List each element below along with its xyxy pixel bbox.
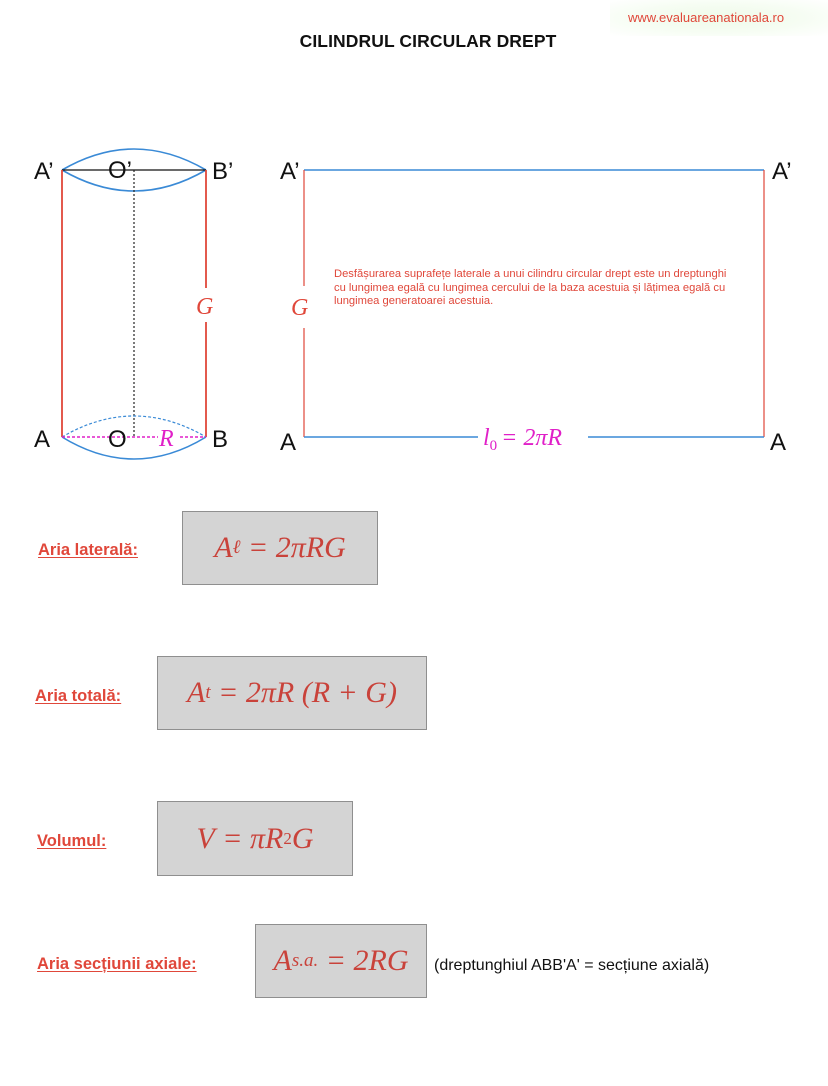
total-area-formula: [157, 656, 427, 730]
axial-section-subscript: s.a.: [291, 950, 319, 971]
label-a: A: [34, 426, 51, 453]
bottom-base-front-arc: [62, 437, 206, 459]
volume-symbol: V: [196, 821, 215, 855]
label-o-prime: O’: [108, 157, 132, 184]
label-rect-a-prime-left: A’: [280, 158, 300, 185]
watermark-text: www.evaluareanationala.ro: [628, 10, 785, 25]
label-radius: R: [159, 426, 174, 452]
total-area-label: Aria totală:: [35, 687, 122, 705]
label-rect-a-left: A: [280, 429, 297, 456]
label-b: B: [212, 426, 229, 453]
label-b-prime: B’: [212, 158, 234, 185]
length-formula: [483, 425, 562, 454]
label-rect-a-prime-right: A’: [772, 158, 792, 185]
axial-section-symbol: A: [273, 944, 292, 977]
axial-section-area-label: Aria secțiunii axiale:: [37, 955, 197, 973]
total-area-symbol: A: [187, 676, 206, 709]
development-description: Desfășurarea suprafețe laterale a unui cilindru circular drept este un dreptunghi cu lungimea egală cu lungimea cercului de la baza acestuia și lățimea egală cu lungimea generatoarei acestuia.: [334, 268, 727, 307]
length-rhs: = 2πR: [501, 425, 563, 451]
label-rect-a-right: A: [770, 429, 787, 456]
axial-section-rhs: = 2RG: [325, 944, 409, 977]
geometry-figures: [0, 0, 828, 500]
lateral-area-rhs: = 2πRG: [247, 531, 346, 564]
label-rect-height: G: [291, 295, 309, 321]
cylinder-diagram: [34, 149, 233, 459]
total-area-rhs: = 2πR (R + G): [218, 676, 397, 709]
axial-section-note: (dreptunghiul ABB'A' = secțiune axială): [434, 957, 710, 974]
label-generatrix: G: [196, 294, 214, 320]
label-o: O: [108, 426, 127, 453]
lateral-area-formula: [182, 511, 378, 585]
lateral-area-label: Aria laterală:: [38, 541, 138, 559]
volume-formula: V = πR 2 G: [157, 801, 353, 876]
page-title: CILINDRUL CIRCULAR DREPT: [299, 31, 557, 51]
length-subscript: 0: [489, 438, 498, 454]
lateral-area-symbol: A: [214, 531, 233, 564]
length-symbol: l: [483, 425, 490, 451]
lateral-area-subscript: ℓ: [232, 537, 241, 558]
axial-section-area-formula: [255, 924, 427, 998]
label-a-prime: A’: [34, 158, 54, 185]
top-base-front-arc: [62, 149, 206, 170]
volume-rhs-pre: = πR: [222, 821, 284, 855]
total-area-subscript: t: [205, 682, 211, 703]
volume-label: Volumul:: [37, 832, 107, 850]
volume-rhs-post: G: [291, 821, 314, 855]
